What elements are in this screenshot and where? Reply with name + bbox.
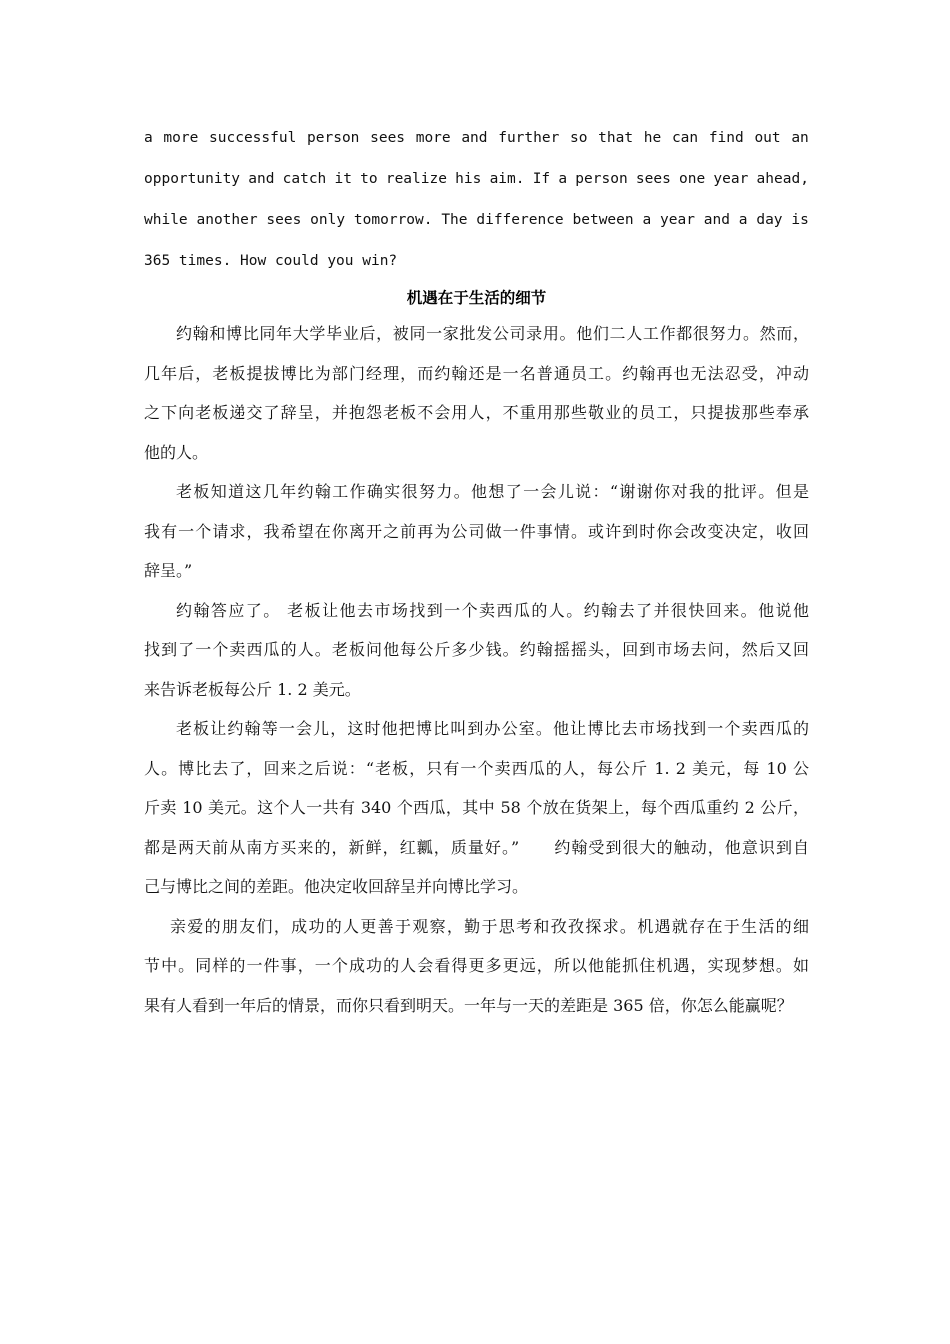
paragraph-line: 老板知道这几年约翰工作确实很努力。他想了一会儿说：“谢谢你对我的批评。但是 <box>176 482 809 501</box>
english-word: person <box>307 130 360 146</box>
english-word: successful <box>209 130 297 146</box>
english-word: aim. <box>489 171 525 187</box>
english-word: a <box>642 212 652 228</box>
english-word: person <box>575 171 628 187</box>
paragraph-4 <box>144 709 809 907</box>
english-line-2 <box>144 159 809 200</box>
english-word: that <box>598 130 634 146</box>
english-word: is <box>791 212 809 228</box>
chinese-article <box>144 282 809 1025</box>
english-word: The <box>441 212 468 228</box>
paragraph-line: 亲爱的朋友们，成功的人更善于观察，勤于思考和孜孜探求。机遇就存在于生活的细 <box>170 916 809 936</box>
english-word: and <box>248 171 275 187</box>
paragraph-line: 找到了一个卖西瓜的人。老板问他每公斤多少钱。约翰摇摇头，回到市场去问，然后又回 <box>144 640 809 659</box>
paragraph-line: 约翰和博比同年大学毕业后，被同一家批发公司录用。他们二人工作都很努力。然而， <box>176 324 809 343</box>
paragraph-3 <box>144 591 809 710</box>
english-word: tomorrow. <box>353 212 433 228</box>
english-word: and <box>461 130 488 146</box>
english-line-4: 365 times. How could you win? <box>144 253 398 269</box>
paragraph-line: 斤卖 10 美元。这个人一共有 340 个西瓜，其中 58 个放在货架上，每个西瓜重约 2 公斤， <box>144 798 809 817</box>
paragraph-5 <box>144 907 809 1026</box>
english-word: a <box>558 171 568 187</box>
article-title: 机遇在于生活的细节 <box>406 289 547 307</box>
english-word: catch <box>282 171 327 187</box>
paragraph-line: 果有人看到一年后的情景，而你只看到明天。一年与一天的差距是 365 倍，你怎么能赢呢？ <box>144 995 793 1015</box>
english-word: a <box>144 130 153 146</box>
english-line-3 <box>144 200 809 241</box>
paragraph-line: 约翰答应了。 老板让他去市场找到一个卖西瓜的人。约翰去了并很快回来。他说他 <box>176 600 809 620</box>
english-paragraph <box>144 118 809 282</box>
paragraph-2 <box>144 472 809 591</box>
english-word: opportunity <box>144 171 241 187</box>
english-word: If <box>532 171 551 187</box>
paragraph-line: 来告诉老板每公斤 1. 2 美元。 <box>144 679 361 699</box>
english-word: ahead, <box>756 171 809 187</box>
english-word: one <box>679 171 706 187</box>
english-word: more <box>415 130 451 146</box>
english-word: out <box>754 130 781 146</box>
english-word: a <box>738 212 748 228</box>
english-word: his <box>455 171 482 187</box>
english-word: find <box>708 130 744 146</box>
paragraph-line: 之下向老板递交了辞呈，并抱怨老板不会用人，不重用那些敬业的员工，只提拔那些奉承 <box>144 403 809 422</box>
english-word: sees <box>635 171 671 187</box>
english-word: difference <box>476 212 564 228</box>
english-word: he <box>643 130 662 146</box>
paragraph-line: 几年后，老板提拔博比为部门经理，而约翰还是一名普通员工。约翰再也无法忍受，冲动 <box>144 363 809 383</box>
english-word: while <box>144 212 188 228</box>
english-word: between <box>572 212 634 228</box>
english-word: day <box>756 212 783 228</box>
paragraph-line: 人。博比去了，回来之后说：“老板，只有一个卖西瓜的人，每公斤 1. 2 美元，每 10 公 <box>144 758 809 778</box>
paragraph-line: 我有一个请求，我希望在你离开之前再为公司做一件事情。或许到时你会改变决定，收回 <box>144 521 809 541</box>
english-word: another <box>196 212 258 228</box>
english-word: can <box>671 130 699 146</box>
paragraph-1 <box>144 314 809 472</box>
paragraph-line: 老板让约翰等一会儿，这时他把博比叫到办公室。他让博比去市场找到一个卖西瓜的 <box>176 719 809 738</box>
english-word: further <box>498 130 560 146</box>
english-word: an <box>791 130 809 146</box>
english-word: sees <box>370 130 406 146</box>
english-word: only <box>310 212 346 228</box>
english-word: and <box>703 212 730 228</box>
english-word: to <box>360 171 378 187</box>
english-word: year <box>660 212 695 228</box>
paragraph-line: 都是两天前从南方买来的，新鲜，红瓤，质量好。” 约翰受到很大的触动，他意识到自 <box>144 837 809 857</box>
english-word: more <box>163 130 199 146</box>
paragraph-line: 他的人。 <box>144 442 209 462</box>
paragraph-line: 节中。同样的一件事，一个成功的人会看得更多更远，所以他能抓住机遇，实现梦想。如 <box>144 956 809 975</box>
english-word: sees <box>266 212 302 228</box>
english-word: so <box>570 130 588 146</box>
english-word: it <box>334 171 352 187</box>
paragraph-line: 辞呈。” <box>144 561 193 580</box>
english-line-1 <box>144 118 809 159</box>
english-word: realize <box>385 171 447 187</box>
english-word: year <box>713 171 749 187</box>
paragraph-line: 己与博比之间的差距。他决定收回辞呈并向博比学习。 <box>144 877 529 896</box>
